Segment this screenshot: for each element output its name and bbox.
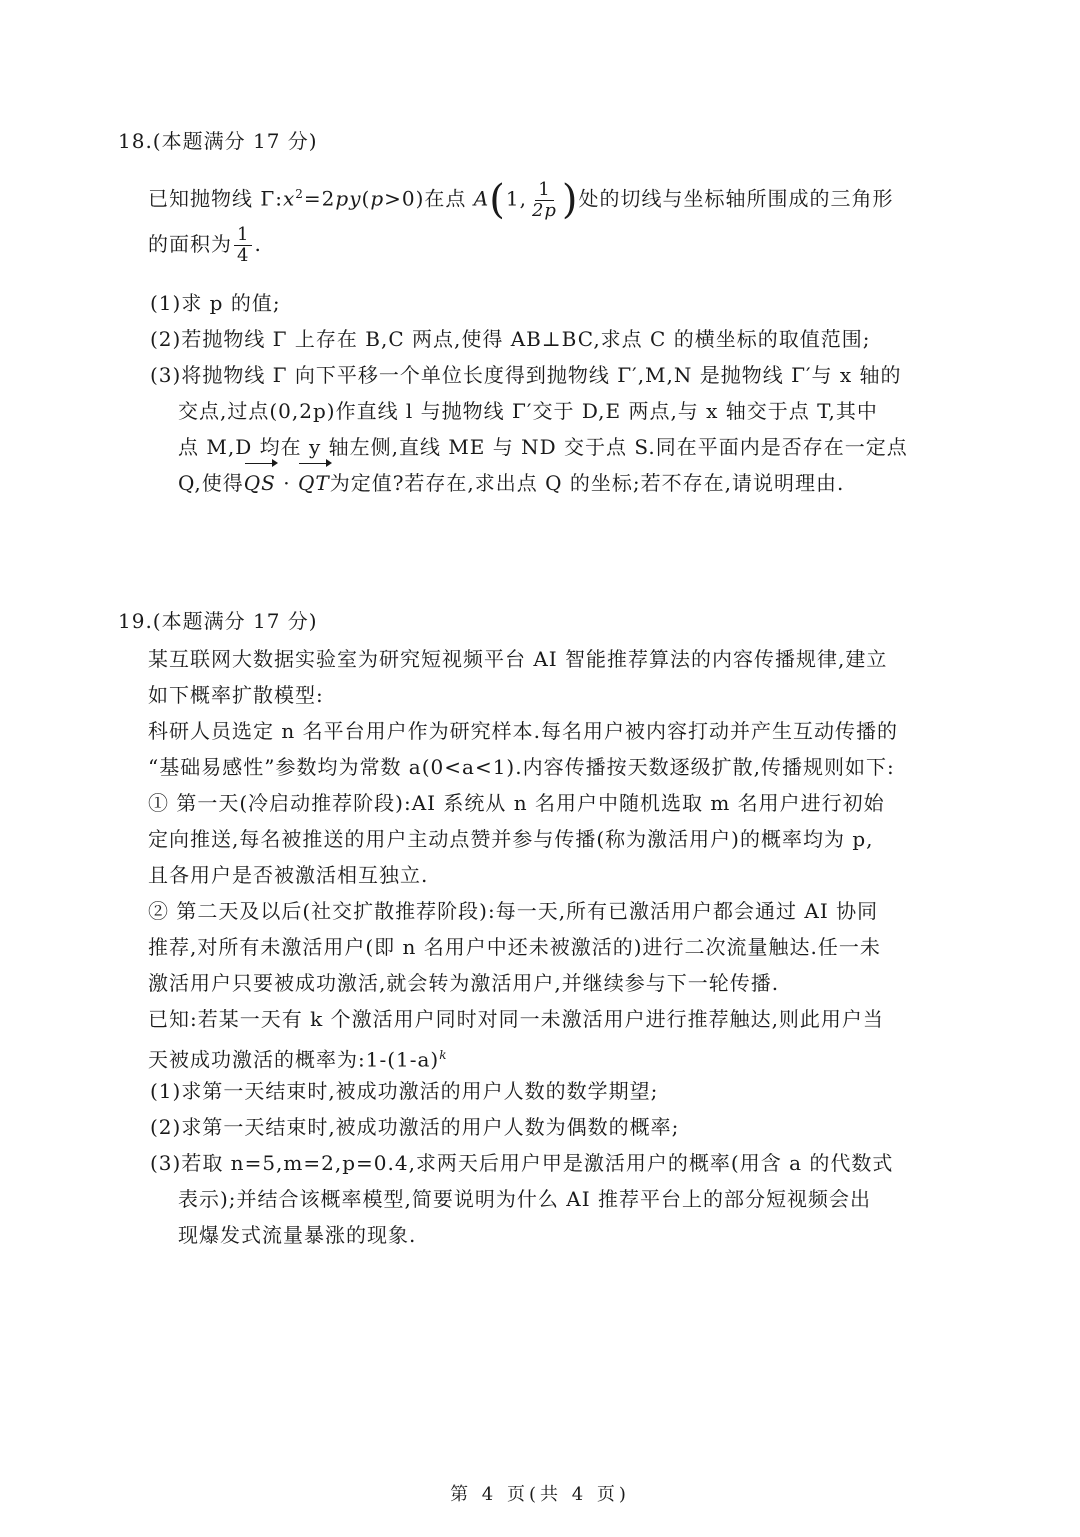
q18-left-paren: (: [489, 177, 506, 224]
q19-para-line1: 某互联网大数据实验室为研究短视频平台 AI 智能推荐算法的内容传播规律,建立: [148, 647, 888, 671]
q19-para-line2: 如下概率扩散模型:: [148, 683, 324, 707]
q18-area-text: 的面积为: [148, 232, 232, 256]
q19-sub3-line2: 表示);并结合该概率模型,简要说明为什么 AI 推荐平台上的部分短视频会出: [178, 1187, 871, 1211]
q18-sub3-line4: [178, 466, 844, 500]
q18-header: 18.(本题满分 17 分): [118, 129, 318, 153]
q19-para-line6: 定向推送,每名被推送的用户主动点赞并参与传播(称为激活用户)的概率均为 p,: [148, 827, 874, 851]
q19-exp-k: k: [439, 1048, 448, 1062]
q19-para-line10: 激活用户只要被成功激活,就会转为激活用户,并继续参与下一轮传播.: [148, 971, 780, 995]
q18-exp-2: 2: [295, 187, 304, 201]
q18-stem-text-e: 处的切线与坐标轴所围成的三角形: [578, 186, 894, 211]
q18-frac-den: 2p: [531, 199, 557, 221]
dot-product-symbol: ·: [275, 471, 298, 495]
q19-sub2: (2)求第一天结束时,被成功激活的用户人数为偶数的概率;: [150, 1115, 680, 1139]
page-footer: 第 4 页(共 4 页): [450, 1484, 630, 1505]
q19-sub1: (1)求第一天结束时,被成功激活的用户人数的数学期望;: [150, 1079, 659, 1103]
q18-right-paren: ): [561, 177, 579, 224]
vector-QS: QS: [244, 466, 276, 500]
q18-sub3-text-a: Q,使得: [178, 471, 244, 495]
q19-formula-text: 天被成功激活的概率为:1-(1-a): [148, 1047, 440, 1072]
q18-fraction-1-4: [234, 225, 252, 266]
q18-var-py: py: [335, 186, 362, 211]
q18-sub3-line2: 交点,过点(0,2p)作直线 l 与抛物线 Γ′交于 D,E 两点,与 x 轴交于点 T,其中: [178, 399, 878, 423]
q18-frac2-den: 4: [237, 245, 250, 266]
q18-area-period: .: [254, 232, 262, 256]
q19-para-line9: 推荐,对所有未激活用户(即 n 名用户中还未被激活的)进行二次流量触达.任一未: [148, 935, 881, 959]
q18-stem-text-b: =2: [303, 186, 336, 211]
q19-para-line11: 已知:若某一天有 k 个激活用户同时对同一未激活用户进行推荐触达,则此用户当: [148, 1007, 884, 1031]
q19-para-line8: ② 第二天及以后(社交扩散推荐阶段):每一天,所有已激活用户都会通过 AI 协同: [148, 899, 879, 923]
q18-var-x: x: [282, 186, 296, 211]
q18-stem-line1: [148, 172, 894, 224]
q18-sub3-line1: (3)将抛物线 Γ 向下平移一个单位长度得到抛物线 Γ′,M,N 是抛物线 Γ′与 x 轴的: [150, 363, 902, 387]
q18-stem-text-d: >0)在点: [384, 186, 474, 211]
q18-var-p: p: [370, 186, 385, 211]
q18-sub2: (2)若抛物线 Γ 上存在 B,C 两点,使得 AB⊥BC,求点 C 的横坐标的取值范围;: [150, 327, 871, 351]
q18-frac-num: 1: [535, 180, 553, 201]
q19-sub3-line1: (3)若取 n=5,m=2,p=0.4,求两天后用户甲是激活用户的概率(用含 a 的代数式: [150, 1151, 894, 1175]
q18-stem-text-c: (: [361, 186, 371, 211]
q19-sub3-line3: 现爆发式流量暴涨的现象.: [178, 1223, 417, 1247]
q18-point-A: A: [473, 186, 490, 211]
q19-para-line4: “基础易感性”参数均为常数 a(0<a<1).内容传播按天数逐级扩散,传播规则如下:: [148, 755, 895, 779]
q19-para-line12: [148, 1038, 448, 1077]
q18-stem-text-a: 已知抛物线 Γ:: [148, 186, 283, 211]
q18-coord-1: 1,: [505, 186, 527, 211]
vector-QT: QT: [298, 466, 330, 500]
q18-frac2-num: 1: [234, 225, 252, 246]
q19-header: 19.(本题满分 17 分): [118, 609, 318, 633]
q18-sub1: (1)求 p 的值;: [150, 291, 281, 315]
q18-sub3-line3: 点 M,D 均在 y 轴左侧,直线 ME 与 ND 交于点 S.同在平面内是否存在一定点: [178, 435, 908, 459]
q19-para-line7: 且各用户是否被激活相互独立.: [148, 863, 429, 887]
q18-sub3-text-b: 为定值?若存在,求出点 Q 的坐标;若不存在,请说明理由.: [329, 471, 845, 495]
q18-fraction-1-2p: [529, 180, 560, 221]
q18-stem-line2: [148, 222, 262, 266]
q19-para-line3: 科研人员选定 n 名平台用户作为研究样本.每名用户被内容打动并产生互动传播的: [148, 719, 898, 743]
q19-para-line5: ① 第一天(冷启动推荐阶段):AI 系统从 n 名用户中随机选取 m 名用户进行初始: [148, 791, 885, 815]
